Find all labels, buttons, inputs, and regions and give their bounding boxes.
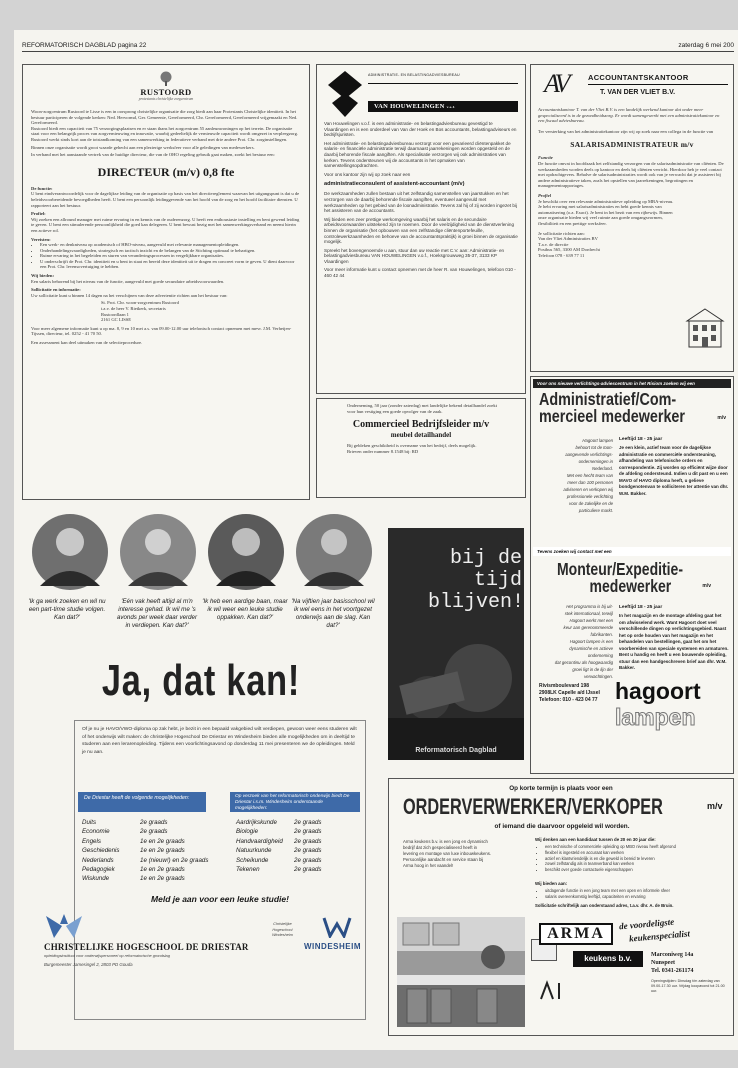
ov-offer-head: Wij bieden aan:: [535, 881, 568, 886]
subject-row: [82, 837, 222, 846]
address-line: Postbus 565, 3300 AM Dordrecht: [538, 247, 600, 253]
arma-logo: ARMA: [539, 923, 613, 945]
driestar-ad: [22, 506, 380, 1036]
hagoort-ad: [530, 376, 734, 774]
subject-name: Natuurkunde: [236, 847, 272, 855]
quote-4: 'Na vijftien jaar basisschool wil ik wel eens in het voortgezet onderwijs aan de slag. Kan dat?': [291, 598, 375, 629]
av-monogram: AV: [544, 69, 567, 98]
subject-name: Nederlands: [82, 856, 114, 864]
subject-name: Duits: [82, 819, 97, 826]
office-building-icon: [685, 307, 725, 349]
subject-name: Geschiedenis: [82, 847, 120, 855]
vh-para-4: De werkzaamheden zullen bestaan uit het zelfstandig samenstellen van jaarstukken en het verzorgen van de daarbij behorende fiscale aangiften, eventueel aangevuld met werkzaamheden op het gebied van de loonadministratie. Tevens zal hij of zij worden ingezet bij het assisteren van de accountants.: [324, 191, 517, 214]
address-line: Rustoordlaan 1: [101, 311, 129, 317]
subject-grade: 1e en 2e graads: [140, 875, 185, 883]
subject-row: [236, 827, 366, 836]
subject-row: [82, 818, 222, 827]
left-line: stek internationaal, terwijl: [564, 611, 613, 616]
quote-2: 'Eén vak heeft altijd al m'n interesse gehad. Ik wil me 's avonds per week daar verder in verdiepen. Kan dat?': [116, 598, 198, 629]
hagoort-title-2b: medewerker: [589, 576, 672, 596]
newspaper-page: [14, 30, 738, 1050]
tree-icon: [157, 71, 175, 87]
subject-name: Engels: [82, 837, 101, 845]
vh-para-1: Van Houwelingen v.o.f. is een administratie- en belastingadviesbureau gevestigd te Vlaardingen en is een onderdeel van Van der Hoek en Bos accountants, belastingadviseurs en bedrijfsjuristen.: [324, 121, 517, 138]
kitchen-photo: [397, 917, 525, 1027]
address-line: 2161 GC LISSE: [101, 317, 132, 323]
hagoort-text-1: Je een klein, actief team voor de dagelijkse administratie en commerciële ondersteuning, afhandeling van telefonische orders en correspondentie. Zij worden op efficiënt wijze door de afdeling ondersteund. Indien u dit past en u een MAVO of HAVO diploma heeft, u gelieve bondgenotenvan te solliciteren ter attentie van dhr. W.M. Bakker.: [619, 445, 729, 496]
cb-body: Bij gebleken geschiktheid is overname van het bedrijf, deels mogelijk.: [347, 443, 477, 449]
portrait-photo: [208, 514, 284, 590]
driestar-col1-head: De Driestar heeft de volgende mogelijkheden:: [78, 792, 206, 812]
hagoort-lampen-word: lampen: [615, 704, 696, 730]
rd-footer: Reformatorisch Dagblad: [415, 747, 497, 754]
rustoord-intro: Woon-zorgcentrum Rustoord te Lisse is een in oorsprong christelijke organisatie die zorg biedt aan haar Protestants Christelijke identiteit. In het bestuur participeren de volgende kerken: Ned. Hervormd, Ger. Gemeente, Gereformeerd, Chr. Gereformeerd, Gereformeerd vrijgemaakt en Ned. Gereformeerd.: [31, 109, 298, 126]
quote-1: 'Ik ga werk zoeken en wil nu een part-time studie volgen. Kan dat?': [28, 598, 106, 621]
vh-para-7: Voor meer informatie kunt u contact opnemen met de heer R. van Houwelingen, telefoon 010 - 460 42 44: [324, 267, 516, 279]
requirement-item: • Ruime ervaring in het begeleiden en sturen van veranderingsprocessen in vergelijkbare organisaties.: [40, 253, 301, 259]
subject-grade: 2e graads: [140, 819, 168, 826]
left-line: behoort tot de toon-: [575, 445, 613, 450]
left-line: Nederland.: [591, 466, 613, 471]
offer-item: • salaris overeenkomstig leeftijd, capaciteiten en ervaring: [545, 894, 729, 900]
subject-name: Aardrijkskunde: [236, 819, 277, 826]
vh-name: VAN HOUWELINGEN: [374, 103, 445, 110]
hagoort-bar-2: Tevens zoeken wij contact met een: [533, 547, 731, 556]
subject-row: [82, 865, 222, 874]
header-left: REFORMATORISCH DAGBLAD pagina 22: [22, 42, 147, 49]
left-line: Het programma is bij uit-: [566, 604, 613, 609]
ov-subtitle: of iemand die daarvoor opgeleid wil worden.: [494, 823, 630, 830]
vh-para-6: Spreekt het bovengenoemde u aan, stuur dan uw reactie met C.V. aan: Administratie- en belastingadviesbureau VAN HOUWELINGEN v.o.f., Hoeksgrouwweg 35-37, 3133 KP Vlaardingen: [324, 247, 505, 264]
left-line: keur aan gerenommeerde: [563, 625, 613, 630]
address-line: T.a.v. de directie: [538, 241, 569, 247]
rustoord-section-bieden: Wij bieden:: [31, 273, 55, 279]
driestar-address: Burgemeester Jamesingel 2, 2803 PD Gouda: [44, 962, 133, 967]
hagoort-title-1a: Administratief/Com-: [539, 389, 677, 409]
header-right: zaterdag 6 mei 200: [678, 42, 734, 49]
address-line: 2908LK Capelle a/d IJssel: [539, 690, 600, 696]
rustoord-profiel-text: Wij zoeken een allround manager met ruime ervaring in en kennis van de ouderenzorg. U heeft een enthousiaste instelling en bent gewend leiding te geven. U bent een stimulerende persoonlijkheid die goed kan delegeren. U bent bewust bezig met het samenwerkingsverband en neemt hierin een actieve rol.: [31, 216, 300, 233]
hagoort-age-1: Leeftijd 18 - 25 jaar: [619, 437, 663, 442]
windesheim-line: Hogeschool: [272, 927, 293, 932]
subject-name: Biologie: [236, 828, 259, 836]
address-line: Rivismboulevard 198: [539, 683, 590, 689]
arma-brand: keukens b.v.: [573, 951, 643, 967]
av-functie-text: De functie omvat in hoofdzaak het zelfstandig verzorgen van de salarisadministratie van cliënten. De werkzaamheden worden deels op kantoor en deels bij cliënten verricht. Hierdoor heb je veel contact met opdrachtgevers. Behalve de salarisadministraties wordt ook van je verwacht dat je assisteert bij andere administratieve taken, zoals het opstellen van jaarrekeningen, begrotingen en managementrapportages.: [538, 160, 724, 189]
rustoord-subtitle: protestants christelijke zorgcentrum: [138, 97, 194, 101]
page-header: [22, 42, 734, 52]
windesheim-logo-icon: [322, 916, 352, 938]
subject-grade: 2e graads: [140, 828, 168, 836]
rustoord-intro2: Rustoord biedt een capaciteit van 75 verzorgingsplaatsen en er staan thans het zorgcentrum 55 aanleunwoningen op het terrein. De organisatie staat voor een belangrijk proces van zorgvernieuwing en innovatie, waarbij gedeeltelijk de vernieuwde capaciteit wordt omgezet in verpleegzorg. Rustoord werkt sinds kort aan de totstandkoming van een samenwerking in federatieve verband met drie andere Prot. Chr. zorginstellingen.: [31, 125, 299, 142]
arma-slogan-1: de voordeligste: [618, 916, 675, 932]
rustoord-section-profiel: Profiel:: [31, 211, 46, 217]
driestar-school-sub: opleidingsinstituut voor onderwijspersoneel op reformatorische grondslag: [44, 953, 170, 958]
rustoord-address: [31, 300, 301, 322]
left-line: voor de zakelijke en de: [569, 501, 613, 506]
ov-intro: Arma keukens b.v. is een jong en dynamisch bedrijf dat zich gespecialiseerd heeft in levering en montage van luxe inbouwkeukens. Persoonlijke aandacht en service staan bij Arma hoog in het vaandel!: [403, 839, 492, 868]
cb-intro: Onderneming, 50 jaar (zonder zaterdag) met landelijke bekend detailhandel zoekt voor hun vestiging een goede opvolger van de zaak.: [347, 403, 497, 414]
arma-hours: Openingstijden: Dinsdag t/m zaterdag van 09.00-17.30 uur. Vrijdag koopavond tot 21.00 uur.: [651, 979, 725, 993]
left-line: onderneming: [587, 653, 613, 658]
subject-grade: 1e en 2e graads: [140, 866, 185, 874]
vh-name-suffix: v.o.f.: [446, 105, 456, 109]
av-address: [538, 236, 726, 258]
subject-grade: 2e graads: [294, 837, 322, 845]
driestar-col1-list: [82, 818, 222, 884]
ov-requirements: [539, 844, 729, 873]
subject-grade: 1e en 2e graads: [140, 837, 185, 845]
windesheim-small: [272, 922, 293, 939]
rustoord-section-vereisten: Vereisten:: [31, 236, 51, 242]
left-line: dat gecontinu als hoogwaardig: [554, 660, 613, 665]
requirement-item: • actief en klantvriendelijk is en die geweld is bereid te leveren: [545, 856, 729, 862]
cb-reference: Brieven onder nummer 8.1548 bij: RD: [347, 448, 419, 454]
left-line: adviseren en verkopen wij: [563, 487, 613, 492]
subject-name: Wiskunde: [82, 875, 110, 883]
vh-name-bar: [368, 101, 518, 112]
av-lead: Ter versterking van het administratiekantoor zijn wij op zoek naar een collega in de functie van: [538, 128, 714, 134]
ov-req-head: Wij denken aan een kandidaat tussen de 20 en 30 jaar die:: [535, 837, 656, 842]
subject-name: Handvaardigheid: [236, 837, 283, 845]
cb-title: Commercieel Bedrijfsleider m/v: [352, 419, 490, 431]
rustoord-info: Voor meer algemene informatie kunt u op ma. 8, 9 en 10 mei a.s. van 09.00-12.00 uur telefonisch contact opnemen met mevr. J.M. Verheijen-Tijssen, directeur, tel. 0252 - 41 70 50.: [31, 325, 292, 337]
subject-grade: 1e en 2e graads: [140, 847, 185, 855]
subject-row: [236, 837, 366, 846]
requirement-item: • een technische of commerciële opleiding op MBO niveau heeft afgerond: [545, 844, 729, 850]
subject-row: [236, 818, 366, 827]
windesheim-line: Christelijke: [273, 922, 292, 926]
van-houwelingen-ad: [316, 64, 526, 394]
left-line: professionele verlichting: [566, 494, 613, 499]
portrait-row: [22, 512, 380, 594]
vh-logo: [324, 71, 518, 121]
rd-promo-ad: [388, 528, 524, 760]
hagoort-title-1b: mercieel medewerker: [539, 406, 685, 426]
hagoort-age-2: Leeftijd 18 - 25 jaar: [619, 605, 663, 610]
subject-name: Pedagogiek: [82, 866, 115, 874]
hagoort-left-1: [535, 437, 613, 514]
arma-address: [651, 951, 693, 975]
hagoort-text-2: In het magazijn en de montage afdeling gaat het om afwisselend werk. Want Hagoort doet veel verschillende dingen op verlichtingsgebied. Naast het op orde houden van het magazijn en het behandelen van bestellingen, gaat het om het voorbereiden van speciale systemen en armaturen. Bent u handig en heeft u een bouwende opleiding, stuur dan een handgeschreven brief aan dhr. W.M. Bakker.: [619, 613, 729, 670]
diamond-logo-icon: [328, 71, 362, 117]
av-intro: Accountantskantoor T. van der Vliet B.V. is een landelijk werkend kantoor dat onder meer gespecialiseerd is in de gezondheidszorg. Er wordt samengewerkt met een administratiekantoor en een fiscaal adviesbureau.: [538, 107, 720, 124]
hagoort-title-1: [539, 391, 685, 425]
ov-title: ORDERVERWERKER/VERKOPER: [403, 794, 663, 819]
arma-ad: [388, 778, 734, 1036]
vh-para-3: Voor ons kantoor zijn wij op zoek naar een: [324, 171, 411, 177]
windesheim-name: WINDESHEIM: [304, 942, 361, 951]
subject-row: [82, 856, 222, 865]
driestar-star-icon: [44, 914, 84, 940]
rustoord-requirements: [31, 242, 301, 270]
left-line: meer dan 100 personen: [567, 480, 613, 485]
av-profiel-text: Je beschikt over een relevante administratieve opleiding op MBA-niveau. Je hebt ervaring met salarisadministraties en hebt goede kennis van automatisering (o.a. Exact). Je bent in het bezit van een rijbewijs. Binnen onze organisatie bieden wij veel ruimte aan goede omgangsvormen, flexibiliteit en een prettige werksfeer.: [538, 198, 674, 226]
rd-slogan: bij de tijd blijven!: [428, 547, 524, 614]
av-section-functie: Functie: [538, 155, 553, 161]
requirement-item: • zowel zelfstandig als in teamverband kan werken: [545, 861, 729, 867]
address-line: Telefoon: 010 - 423 04 77: [539, 697, 598, 703]
hagoort-address: [539, 683, 600, 704]
rustoord-assessment: Een assessment kan deel uitmaken van de selectieprocedure.: [31, 340, 143, 345]
hagoort-title-2a: Monteur/Expeditie-: [557, 559, 684, 579]
cb-subtitle: meubel detailhandel: [390, 431, 452, 440]
address-line: St. Prot. Chr. woon-zorgcentrum Rustoord: [101, 300, 179, 306]
portrait-photo: [120, 514, 196, 590]
ov-top: Op korte termijn is plaats voor een: [509, 785, 613, 792]
left-line: dynamische en actieve: [569, 646, 613, 651]
rustoord-intro4: In verband met het aanstaande vertrek van de huidige directeur, die van de OHO regeling gebruik gaat maken, zoekt het bestuur een:: [31, 152, 275, 158]
vh-tagline: ADMINISTRATIE- EN BELASTINGADVIESBUREAU: [368, 73, 460, 77]
vh-job-title: administratieconsulent of assistent-accountant (m/v): [324, 181, 465, 188]
rustoord-name: RUSTOORD: [140, 87, 192, 97]
address-line: Marconiweg 14a: [651, 952, 694, 958]
hagoort-logo-word: hagoort: [615, 678, 701, 704]
subject-name: Scheikunde: [236, 856, 269, 864]
address-line: t.a.v. de heer V. Rietkerk, secretaris: [101, 306, 166, 312]
rustoord-ad: [22, 64, 310, 500]
rustoord-section-sollicitatie: Sollicitatie en informatie:: [31, 287, 81, 293]
left-line: fabrikanten.: [590, 632, 613, 637]
hagoort-left-2: [535, 603, 613, 680]
left-line: Hagoort lampen: [582, 438, 613, 443]
subject-row: [82, 846, 222, 855]
rustoord-functie-text: U bent eindverantwoordelijk voor de dagelijkse leiding van de organisatie op basis van het directiereglement waarvan het uitgangspunt is dat u de beleidsvoorbereidende bevoegdheden heeft. U bent een persoonlijk leidinggevende van het hoofd van de zorg en het hoofd facilitaire diensten. U rapporteert aan het bestuur.: [31, 191, 300, 208]
av-name-1: ACCOUNTANTSKANTOOR: [588, 73, 689, 82]
av-job-title: SALARISADMINISTRATEUR m/v: [570, 140, 694, 150]
rustoord-section-functie: De functie:: [31, 185, 53, 191]
subject-grade: 1e (nieuw!) en 2e graads: [140, 856, 209, 864]
subject-row: [236, 846, 366, 855]
subject-name: Tekenen: [236, 866, 260, 874]
ov-offer: [539, 888, 729, 900]
vh-para-5: Wij bieden een zeer prettige werkomgeving waarbij het salaris en de secundaire arbeidsvoorwaarden uitstekend zijn te noemen. Door de veelzijdigheid van de dienstverlening binnen de organisatie (het opbouwen van een zelfstandige cliëntenportefeuille, controlewerkzaamheden en behoeve van de accountantspraktijk) is groei binnen de organisatie mogelijk.: [324, 216, 518, 245]
subject-grade: 2e graads: [294, 866, 322, 874]
left-line: Hagoort lampen is een: [569, 639, 613, 644]
left-line: Met een hecht team van: [566, 473, 613, 478]
driestar-slogan: Ja, dat kan!: [101, 656, 301, 705]
driestar-school-name: CHRISTELIJKE HOGESCHOOL DE DRIESTAR: [44, 942, 249, 952]
ov-apply: Sollicitatie schriftelijk aan onderstaand adres, t.a.v. dhr. A. de Bruin.: [535, 903, 674, 908]
subject-grade: 2e graads: [294, 856, 322, 864]
driestar-cta: Meld je aan voor een leuke studie!: [151, 894, 289, 904]
rustoord-job-title: DIRECTEUR (m/v) 0,8 fte: [97, 164, 235, 179]
subject-grade: 2e graads: [294, 847, 322, 855]
av-logo: [538, 71, 726, 105]
vh-para-2: Het administratie- en belastingadviesbureau verzorgt voor een gevarieerd cliëntenpakket de salaris- en financiële administratie terwijl daarnaast jaarrekeningen worden opgesteld en de daarbij behorende fiscale aangiften. Als specialisatie verzorgen wij ook administraties van kerken. Tevens ondersteunen wij de accountants in het opmaken van samenstellingsopdrachten.: [324, 140, 511, 169]
left-line: Hagoort werkt met een: [569, 618, 613, 623]
quote-3: 'Ik heb een aardige baan, maar ik wil weer een leuke studie oppakken. Kan dat?': [202, 598, 288, 621]
hagoort-mv-1: m/v: [717, 415, 726, 421]
ov-mv: m/v: [707, 801, 723, 811]
rustoord-sollicitatie-text: Uw sollicitatie kunt u binnen 14 dagen na het verschijnen van deze advertentie richten aan het bestuur van:: [31, 292, 228, 298]
portrait-photo: [32, 514, 108, 590]
arma-slogan-2: keukenspecialist: [628, 928, 691, 944]
driestar-body: Of je nu je HAVO/VWO-diploma op zak hebt, je bezit in een bepaald vakgebied wilt verdiepen, gewoon weer eens studeren wilt of het onderwijs wilt maken: de christelijke Hogeschool De Driestar en Windesheim bieden alle mogelijkheden om in deeltijd te studeren aan een lerarenopleiding. Tijdens een voorlichtingsavond op donderdag 11 mei presenteren we de opleidingen. Meld je nu aan.: [82, 727, 357, 755]
left-line: ondernemingen in: [578, 459, 613, 464]
address-line: Tel. 0341-261174: [651, 968, 694, 974]
subject-row: [236, 856, 366, 865]
left-line: aangevende verlichtings-: [565, 452, 613, 457]
requirement-item: • beschikt over goede contactuele eigenschappen: [545, 867, 729, 873]
rustoord-intro3: Binnen onze organisatie wordt groot waarde gehecht aan een plezierige werksfeer voor alle geledingen van medewerkers.: [31, 144, 255, 150]
portrait-photo: [296, 514, 372, 590]
av-apply: Je sollicitatie richten aan:: [538, 230, 585, 236]
offer-item: • uitdagende functie in een jong team met een open en informele sfeer: [545, 888, 729, 894]
av-name-2: T. VAN DER VLIET B.V.: [600, 89, 676, 96]
accountant-ad: [530, 64, 734, 372]
arma-emblem-icon: [537, 979, 563, 1005]
requirement-item: • Een werk- en denkniveau op academisch of HBO-niveau, aangevuld met relevante managementopleidingen.: [40, 242, 301, 248]
subject-row: [82, 827, 222, 836]
left-line: particuliere markt.: [578, 508, 613, 513]
rustoord-logo: [31, 71, 301, 107]
requirement-item: • Onderhandelingsvaardigheden, strategisch en tactisch inzicht en de belangen van de Stichting optimaal te behartigen.: [40, 248, 301, 254]
subject-row: [236, 865, 366, 874]
requirement-item: • flexibel is ingesteld en accuraat kan werken: [545, 850, 729, 856]
address-line: Van der Vliet Administraties BV: [538, 236, 598, 242]
hagoort-mv-2: m/v: [702, 583, 711, 589]
requirement-item: • U onderschrijft de Prot. Chr. identiteit en u bent in staat en bereid deze identiteit uit te dragen en concreet vorm te geven. U dient daarvoor een Prot. Chr. levensovertuiging te hebben.: [40, 259, 301, 270]
left-line: verwachtingen.: [584, 674, 613, 679]
address-line: Telefoon 078 - 639 77 11: [538, 252, 585, 258]
hagoort-bar-1: Voor ons nieuwe verlichtings-adviescentrum in het Risiom zoeken wij een: [533, 379, 731, 388]
subject-name: Economie: [82, 828, 110, 836]
subject-grade: 2e graads: [294, 819, 322, 826]
hagoort-title-2: [557, 561, 683, 595]
driestar-col2-head: Op verzoek van het reformatorisch onderwijs biedt De Driestar i.s.m. Windesheim onderstaande mogelijkheden:: [230, 792, 360, 812]
left-line: groei ligt in de lijn der: [572, 667, 613, 672]
av-section-profiel: Profiel: [538, 192, 552, 198]
address-line: Nunspeet: [651, 960, 676, 966]
bedrijfsleider-ad: [316, 398, 526, 498]
subject-row: [82, 874, 222, 883]
rustoord-bieden-text: Een salaris behorend bij het niveau van de functie, aangevuld met goede secundaire arbeidsvoorwaarden.: [31, 278, 225, 284]
driestar-col2-list: [236, 818, 366, 874]
windesheim-line: Windesheim: [272, 933, 293, 937]
subject-grade: 2e graads: [294, 828, 322, 836]
